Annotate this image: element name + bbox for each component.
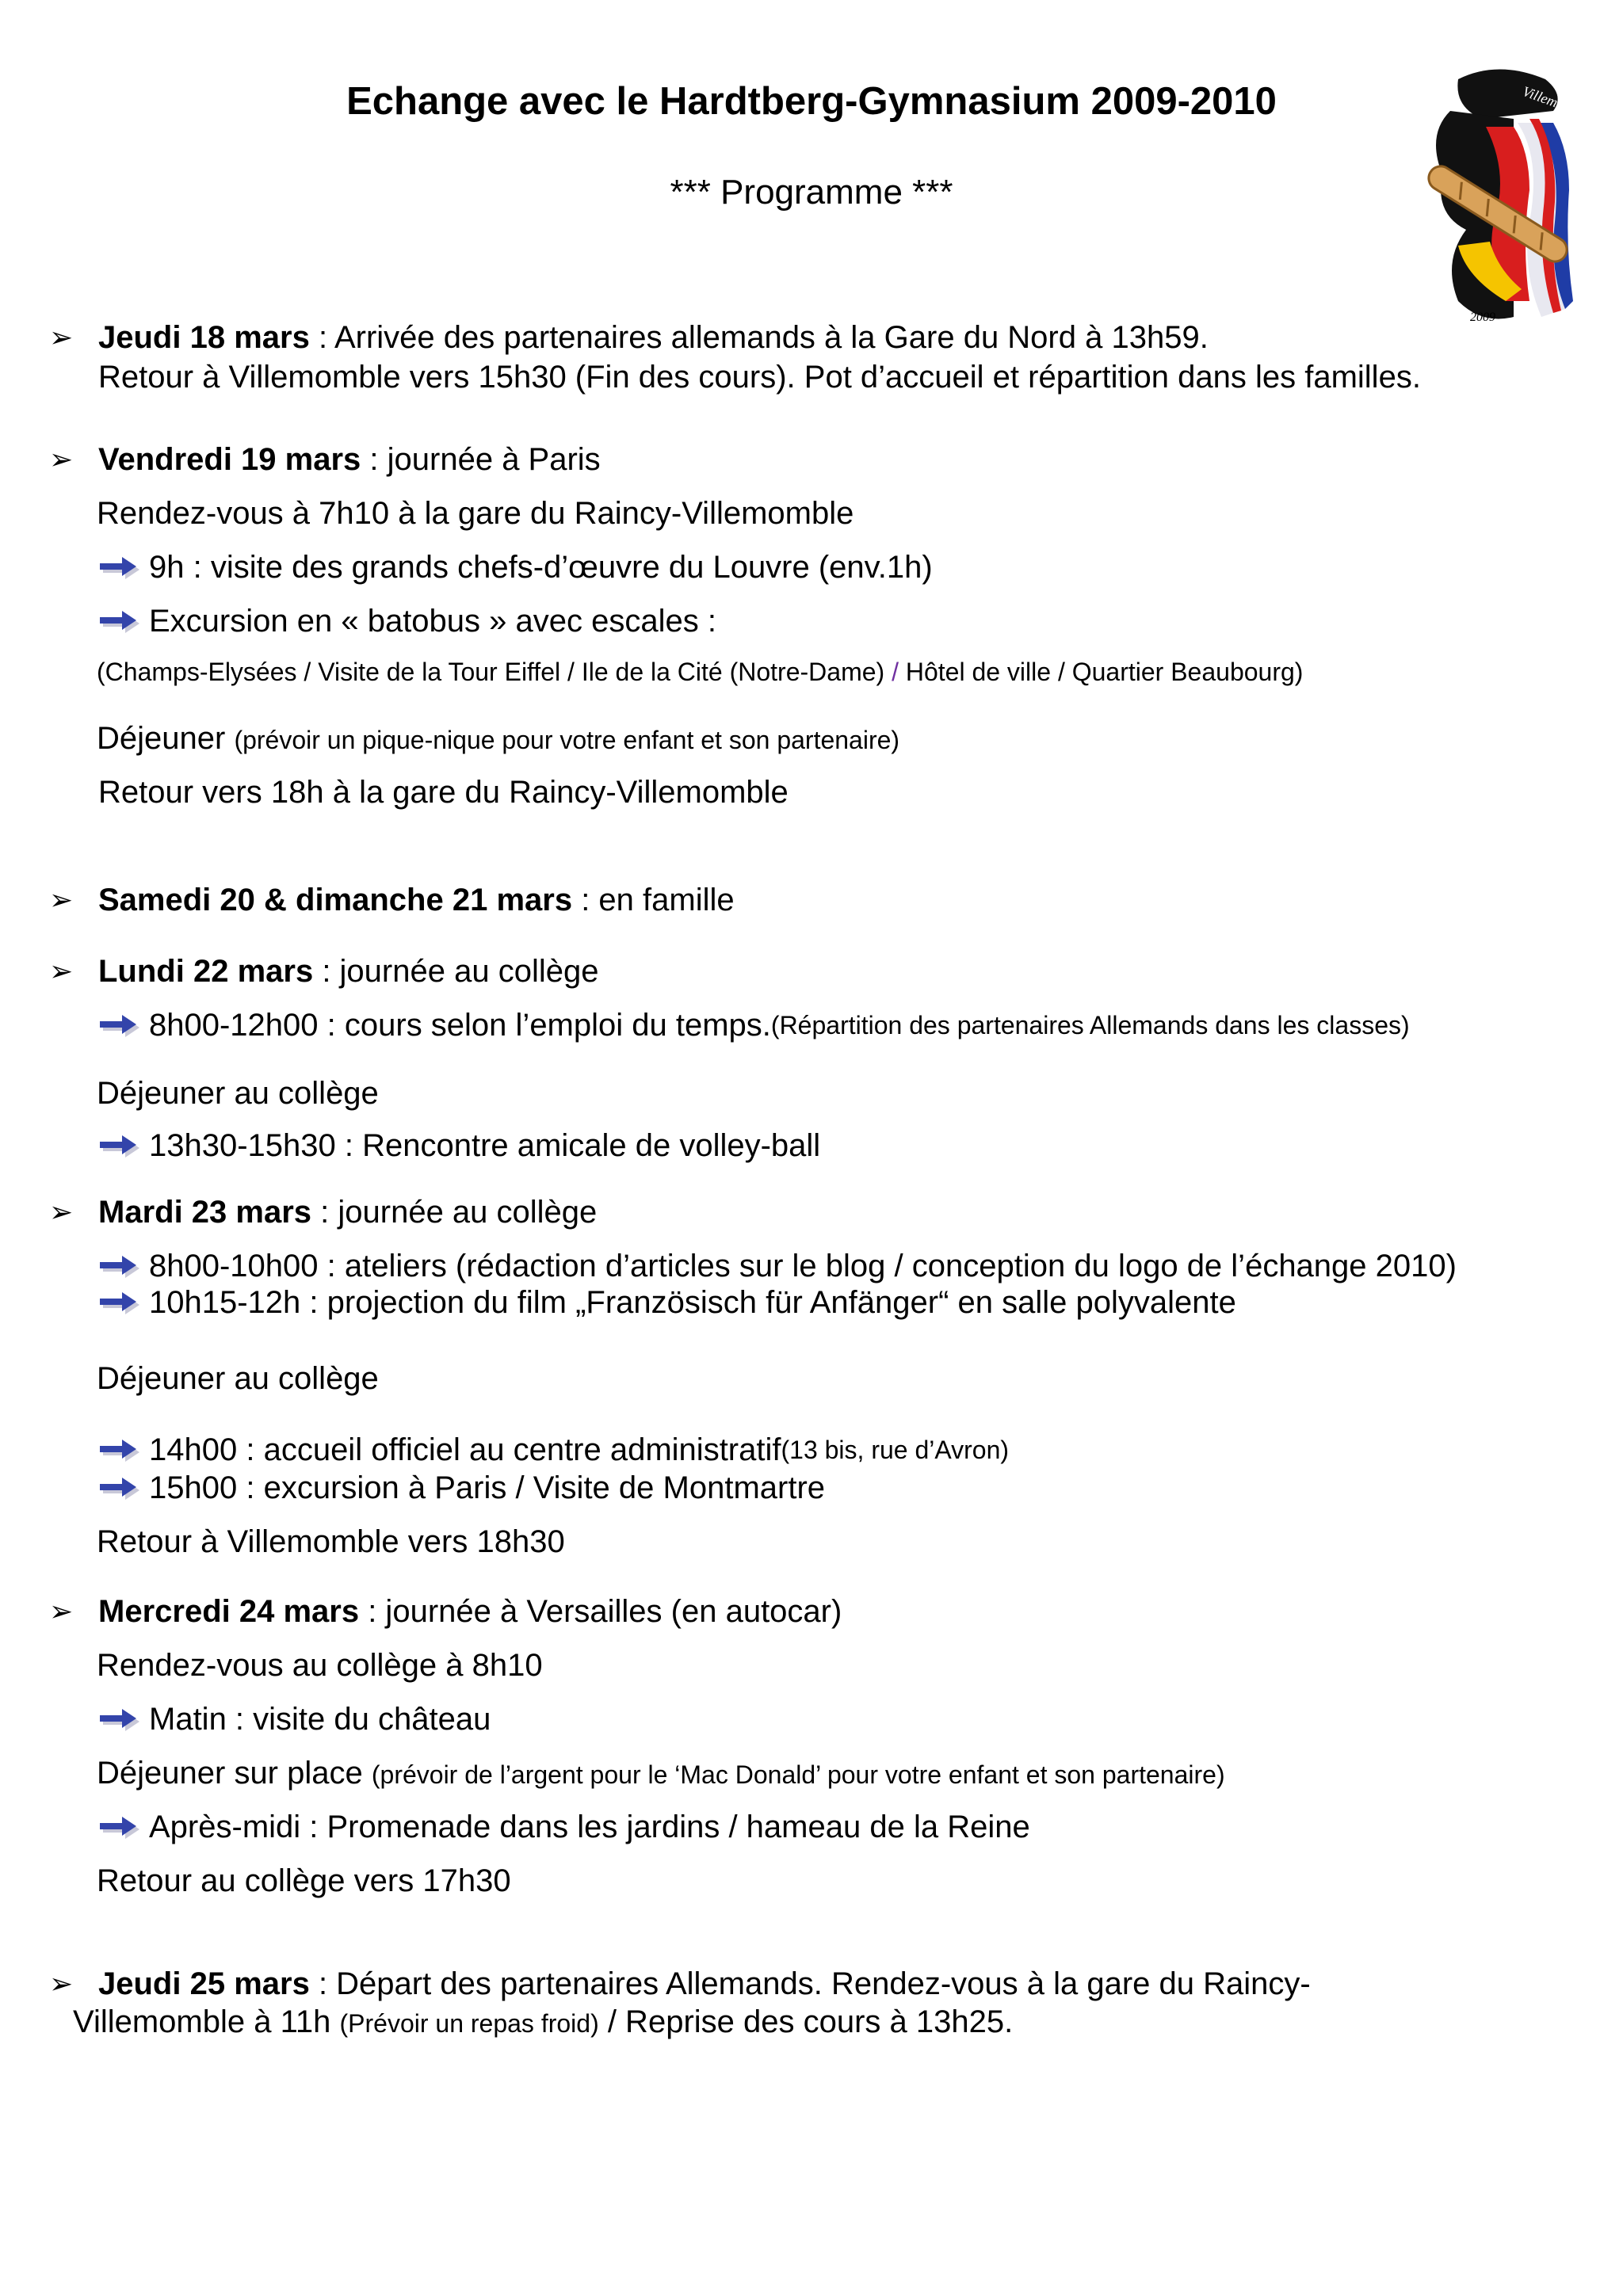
mardi23-line [98,1193,597,1231]
arrow-right-icon [98,1013,141,1037]
item-text: 13h30-15h30 : Rencontre amicale de volley-ball [149,1128,821,1163]
stops-slash: / [892,658,899,686]
day-label: Samedi 20 & dimanche 21 mars [98,883,573,917]
mercredi24-return: Retour au collège vers 17h30 [97,1863,511,1898]
day-text: : Départ des partenaires Allemands. Rendez-vous à la gare du Raincy- [309,1966,1311,2001]
jeudi25-line1 [98,1965,1311,2003]
mardi23-item2 [98,1283,1236,1322]
vendredi19-stops [97,658,1303,687]
lundi22-line [98,952,598,990]
mardi23-item1 [98,1247,1457,1285]
jeudi25-line2 [73,2003,1013,2042]
bullet-icon: ➢ [49,443,74,475]
item-text: 8h00-10h00 : ateliers (rédaction d’articles sur le blog / conception du logo de l’échange 2010) [149,1249,1457,1283]
item-text: Matin : visite du château [149,1702,491,1737]
arrow-right-icon [98,1254,141,1278]
mardi23-lunch: Déjeuner au collège [97,1361,379,1396]
jeudi18-line2: Retour à Villemomble vers 15h30 (Fin des cours). Pot d’accueil et répartition dans les familles. [98,360,1421,395]
logo-year: 2009 [1470,311,1495,324]
page-subtitle: *** Programme *** [670,173,953,212]
lunch-label: Déjeuner [97,721,235,756]
day-label: Mercredi 24 mars [98,1594,360,1629]
arrow-right-icon [98,1707,141,1731]
item-text: 8h00-12h00 : cours selon l’emploi du temps. [149,1008,771,1043]
item-text: 15h00 : excursion à Paris / Visite de Montmartre [149,1470,826,1505]
mercredi24-lunch [97,1754,1225,1794]
arrow-right-icon [98,1815,141,1839]
arrow-right-icon [98,555,141,579]
arrow-right-icon [98,1134,141,1158]
stops-text: Hôtel de ville / Quartier Beaubourg) [898,658,1304,686]
lundi22-item2 [98,1127,820,1165]
day-text: : en famille [572,883,735,917]
lunch-label: Déjeuner sur place [97,1756,372,1791]
exchange-logo [1411,63,1593,333]
item-text: 14h00 : accueil officiel au centre administratif [149,1432,781,1467]
day-text: : journée à Paris [361,442,601,477]
day-label: Lundi 22 mars [98,954,314,989]
bullet-icon: ➢ [49,1967,74,2000]
arrow-right-icon [98,1291,141,1314]
vendredi19-rdv: Rendez-vous à 7h10 à la gare du Raincy-Villemomble [97,496,854,531]
vendredi19-item1 [98,548,933,586]
bullet-icon: ➢ [49,1196,74,1228]
arrow-right-icon [98,609,141,633]
day-label: Jeudi 18 mars [98,320,310,355]
day-text: : journée au collège [313,954,599,989]
lunch-note: (prévoir de l’argent pour le ‘Mac Donald’ pour votre enfant et son partenaire) [371,1760,1225,1789]
day-text: : journée à Versailles (en autocar) [359,1594,842,1629]
item-note: (13 bis, rue d’Avron) [781,1436,1010,1464]
bullet-icon: ➢ [49,321,74,353]
item-text: Excursion en « batobus » avec escales : [149,604,716,639]
vendredi19-line [98,441,601,479]
line2-end: / Reprise des cours à 13h25. [598,2004,1014,2039]
jeudi18-line1 [98,318,1209,357]
mercredi24-item2 [98,1808,1030,1846]
day-label: Vendredi 19 mars [98,442,361,477]
stops-text: (Champs-Elysées / Visite de la Tour Eiffel / Ile de la Cité (Notre-Dame) [97,658,892,686]
logo-text: Villemomble [1520,82,1593,123]
vendredi19-return: Retour vers 18h à la gare du Raincy-Villemomble [98,775,789,810]
lundi22-item1 [98,1006,1410,1044]
day-label: Jeudi 25 mars [98,1966,310,2001]
page-title: Echange avec le Hardtberg-Gymnasium 2009-2010 [346,80,1277,123]
bullet-icon: ➢ [49,1595,74,1627]
lundi22-lunch: Déjeuner au collège [97,1076,379,1111]
mardi23-item3 [98,1431,1009,1469]
item-note: (Répartition des partenaires Allemands dans les classes) [770,1011,1410,1039]
vendredi19-lunch [97,719,899,759]
day-text: : journée au collège [311,1195,598,1230]
mercredi24-line [98,1592,842,1630]
bullet-icon: ➢ [49,883,74,916]
day-text: : Arrivée des partenaires allemands à la Gare du Nord à 13h59. [309,320,1209,355]
mardi23-return: Retour à Villemomble vers 18h30 [97,1524,565,1559]
weekend-line [98,881,735,919]
mercredi24-rdv: Rendez-vous au collège à 8h10 [97,1648,543,1683]
bullet-icon: ➢ [49,955,74,987]
line2-note: (Prévoir un repas froid) [339,2009,599,2038]
lunch-note: (prévoir un pique-nique pour votre enfant et son partenaire) [234,726,900,754]
item-text: Après-midi : Promenade dans les jardins / hameau de la Reine [149,1810,1030,1844]
mardi23-item4 [98,1469,825,1507]
item-text: 10h15-12h : projection du film „Französisch für Anfänger“ en salle polyvalente [149,1285,1236,1320]
arrow-right-icon [98,1438,141,1462]
mercredi24-item1 [98,1700,491,1738]
item-text: 9h : visite des grands chefs-d’œuvre du Louvre (env.1h) [149,550,933,585]
day-label: Mardi 23 mars [98,1195,312,1230]
line2-text: Villemomble à 11h [73,2004,340,2039]
vendredi19-item2 [98,602,716,640]
arrow-right-icon [98,1476,141,1500]
